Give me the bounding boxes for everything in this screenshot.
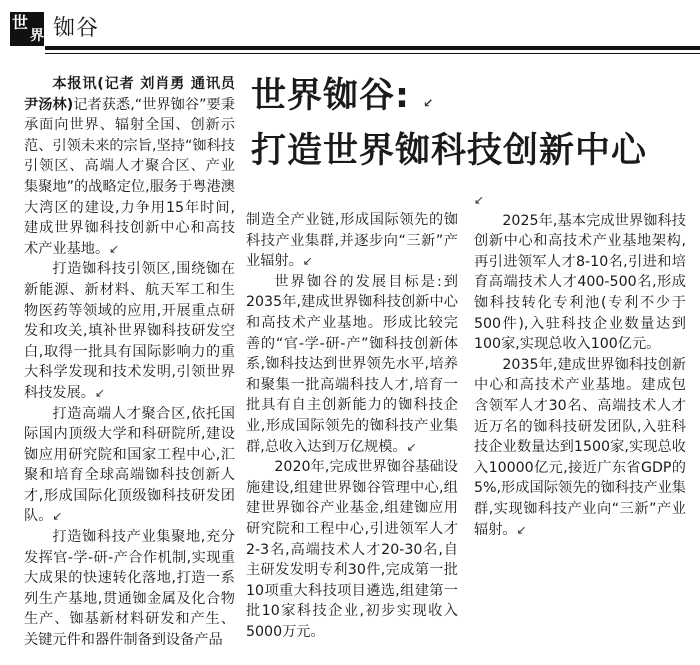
byline: 本报讯(记者 刘肖勇 通讯员 尹汤林): [24, 76, 235, 113]
paragraph-3-text: 打造高端人才聚合区,依托国际国内顶级大学和科研院所,建设铷应用研究院和国家工程中心,汇聚和培育全球高端铷科技创新人才,形成国际化顶级铷科技研发团队。: [24, 405, 235, 525]
paragraph-4-cont: [246, 210, 458, 272]
paragraph-3: [24, 404, 235, 528]
paragraph-5-text: 世界铷谷的发展目标是:到2035年,建成世界铷科技创新中心和高技术产业基地。形成比较完善的“官-学-研-产”铷科技创新体系,铷科技达到世界领先水平,培养和聚集一批高端科技人才,培育一批具有自主创新能力的铷科技企业,形成国际领先的铷科技产业集群,总收入达到万亿规模。: [246, 273, 458, 455]
headline-box: [243, 72, 691, 192]
edit-mark-icon: ↙: [109, 241, 120, 256]
paragraph-4: [24, 527, 235, 651]
paragraph-4-text: 打造铷科技产业集聚地,充分发挥官-学-研-产合作机制,实现重大成果的快速转化落地,打造一系列生产基地,贯通铷金属及化合物生产、铷基新材料研发和产生、关键元件和器件制备到设备产品: [24, 529, 235, 649]
paragraph-5: [246, 272, 458, 457]
header-rule-thick: [45, 46, 700, 50]
logo-char-2: 界: [30, 28, 44, 44]
paragraph-8-text: 2035年,建成世界铷科技创新中心和高技术产业基地。建成包含领军人才30名、高端技术人才近万名的铷科技研发团队,入驻科技企业数量达到1500家,实现总收入10000亿元,接近广东省GDP的5%,形成国际领先的铷科技产业集群,实现铷科技产业向“三新”产业辐射。: [474, 356, 686, 538]
paragraph-6: [246, 457, 458, 642]
paragraph-1-text: 记者获悉,“世界铷谷”要秉承面向世界、辐射全国、创新示范、引领未来的宗旨,坚持“铷科技引领区、高端人才聚合区、产业集聚地”的战略定位,服务于粤港澳大湾区的建设,力争用15年时间,建成世界铷科技创新中心和高技术产业基地。: [24, 96, 235, 257]
headline-line-1: [243, 72, 691, 127]
headline: [243, 72, 691, 175]
paragraph-8: [474, 355, 686, 540]
edit-mark-icon: ↙: [302, 254, 313, 269]
paragraph-2: [24, 259, 235, 403]
article-column-2: [246, 210, 458, 662]
edit-mark-icon: ↙: [406, 439, 417, 454]
section-name: 铷谷: [53, 16, 100, 41]
paragraph-2-text: 打造铷科技引领区,围绕铷在新能源、新材料、航天军工和生物医药等领域的应用,开展重点研发和攻关,填补世界铷科技研发空白,取得一批具有国际影响力的重大科学发现和技术发明,引领世界科技发展。: [24, 261, 235, 401]
section-logo: [10, 12, 44, 46]
paragraph-6-cont: [474, 190, 686, 211]
headline-line-2: 打造世界铷科技创新中心: [251, 131, 648, 171]
paragraph-7-text: 2025年,基本完成世界铷科技创新中心和高技术产业基地架构,再引进领军人才8-10名,引进和培育高端技术人才400-500名,形成铷科技转化专利池(专利不少于500件),入驻科技企业数量达到100家,实现总收入100亿元。: [474, 212, 686, 353]
logo-char-1: 世: [12, 13, 29, 32]
article-column-3: [474, 190, 686, 662]
edit-mark-icon: ↙: [423, 96, 435, 110]
paragraph-7: [474, 211, 686, 355]
edit-mark-icon: ↙: [516, 522, 527, 537]
section-header: [0, 0, 700, 62]
edit-mark-icon: ↙: [474, 193, 485, 207]
paragraph-6-text: 2020年,完成世界铷谷基础设施建设,组建世界铷谷管理中心,组建世界铷谷产业基金,组建铷应用研究院和工程中心,引进领军人才2-3名,高端技术人才20-30名,自主研发发明专利30件,完成第一批10项重大科技项目遴选,组建第一批10家科技企业,初步实现收入5000万元。: [246, 459, 458, 640]
edit-mark-icon: ↙: [52, 509, 63, 524]
headline-text-1: 世界铷谷:: [251, 76, 410, 116]
column-2-flow: [246, 210, 458, 642]
paragraph-4-cont-text: 制造全产业链,形成国际领先的铷科技产业集群,并逐步向“三新”产业辐射。: [246, 212, 458, 270]
edit-mark-icon: ↙: [94, 385, 106, 400]
article-column-1: [24, 74, 235, 662]
paragraph-1: [24, 74, 235, 259]
column-3-flow: [474, 190, 686, 540]
header-rule-thin: [45, 53, 700, 54]
